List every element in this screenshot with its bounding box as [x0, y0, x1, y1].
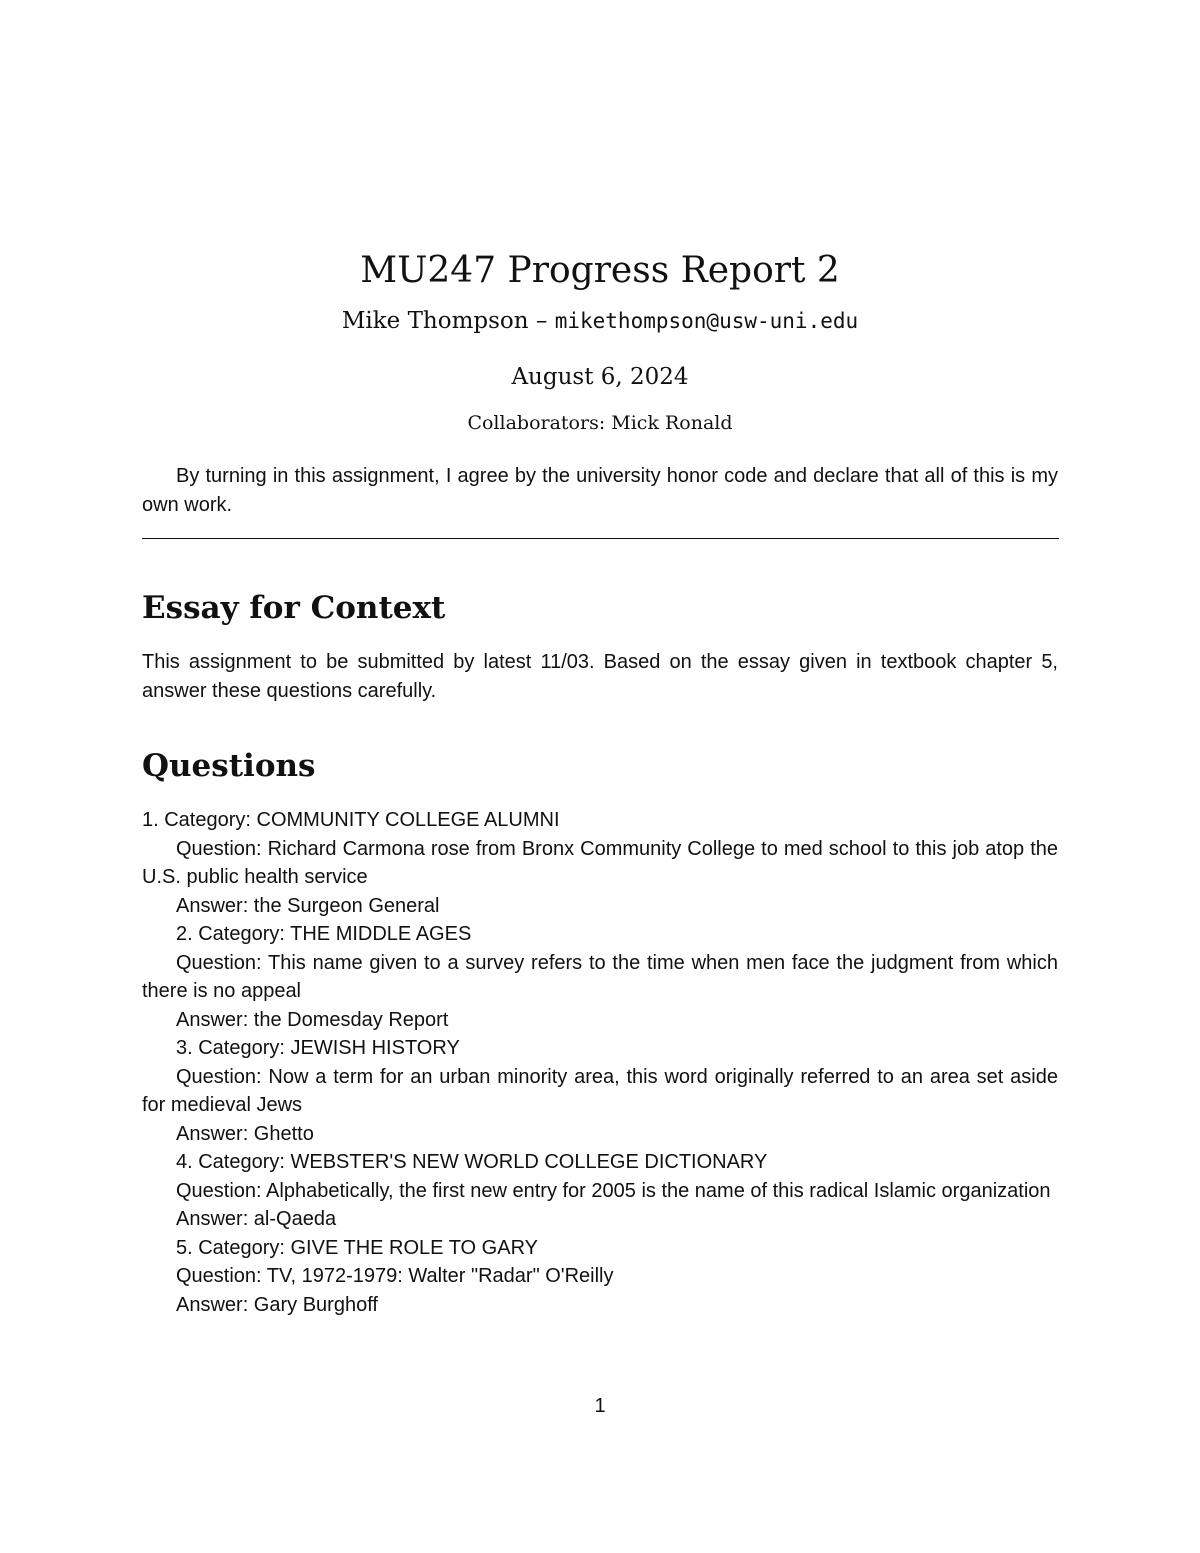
question-category: 4. Category: WEBSTER'S NEW WORLD COLLEGE DICTIONARY	[176, 1151, 768, 1173]
report-date: August 6, 2024	[511, 364, 689, 390]
question-text: Question: TV, 1972-1979: Walter "Radar" O'Reilly	[176, 1265, 614, 1287]
page-number: 1	[594, 1395, 606, 1417]
essay-paragraph: This assignment to be submitted by latest 11/03. Based on the essay given in textbook chapter 5, answer these questions carefully.	[142, 651, 1058, 702]
honor-pledge: By turning in this assignment, I agree by the university honor code and declare that all of this is my own work.	[142, 465, 1058, 516]
horizontal-rule	[142, 538, 1059, 539]
page-title: MU247 Progress Report 2	[360, 250, 840, 292]
question-answer: Answer: the Surgeon General	[176, 894, 440, 917]
question-answer: Answer: Gary Burghoff	[176, 1293, 378, 1316]
question-answer: Answer: the Domesday Report	[176, 1008, 449, 1031]
question-category: 2. Category: THE MIDDLE AGES	[176, 923, 472, 945]
question-answer: Answer: al-Qaeda	[176, 1208, 337, 1230]
author-name: Mike Thompson	[341, 308, 529, 334]
question-category: 3. Category: JEWISH HISTORY	[176, 1037, 460, 1059]
questions-list	[142, 806, 1058, 1319]
question-text: Question: This name given to a survey refers to the time when men face the judgment from which there is no appeal	[142, 951, 1058, 1002]
collaborators: Collaborators: Mick Ronald	[467, 412, 733, 434]
section-heading-questions: Questions	[142, 748, 316, 784]
question-category: 1. Category: COMMUNITY COLLEGE ALUMNI	[142, 809, 560, 831]
question-category: 5. Category: GIVE THE ROLE TO GARY	[176, 1236, 538, 1259]
question-text: Question: Now a term for an urban minority area, this word originally referred to an area set aside for medieval Jews	[142, 1065, 1058, 1116]
question-text: Question: Richard Carmona rose from Bronx Community College to med school to this job atop the U.S. public health service	[142, 837, 1058, 888]
author-line	[0, 304, 1200, 338]
question-answer: Answer: Ghetto	[176, 1122, 314, 1145]
author-email: mikethompson@usw-uni.edu	[554, 309, 859, 333]
question-text: Question: Alphabetically, the first new entry for 2005 is the name of this radical Islamic organization	[176, 1179, 1051, 1202]
section-heading-essay: Essay for Context	[142, 590, 446, 626]
author-separator: –	[528, 308, 555, 334]
